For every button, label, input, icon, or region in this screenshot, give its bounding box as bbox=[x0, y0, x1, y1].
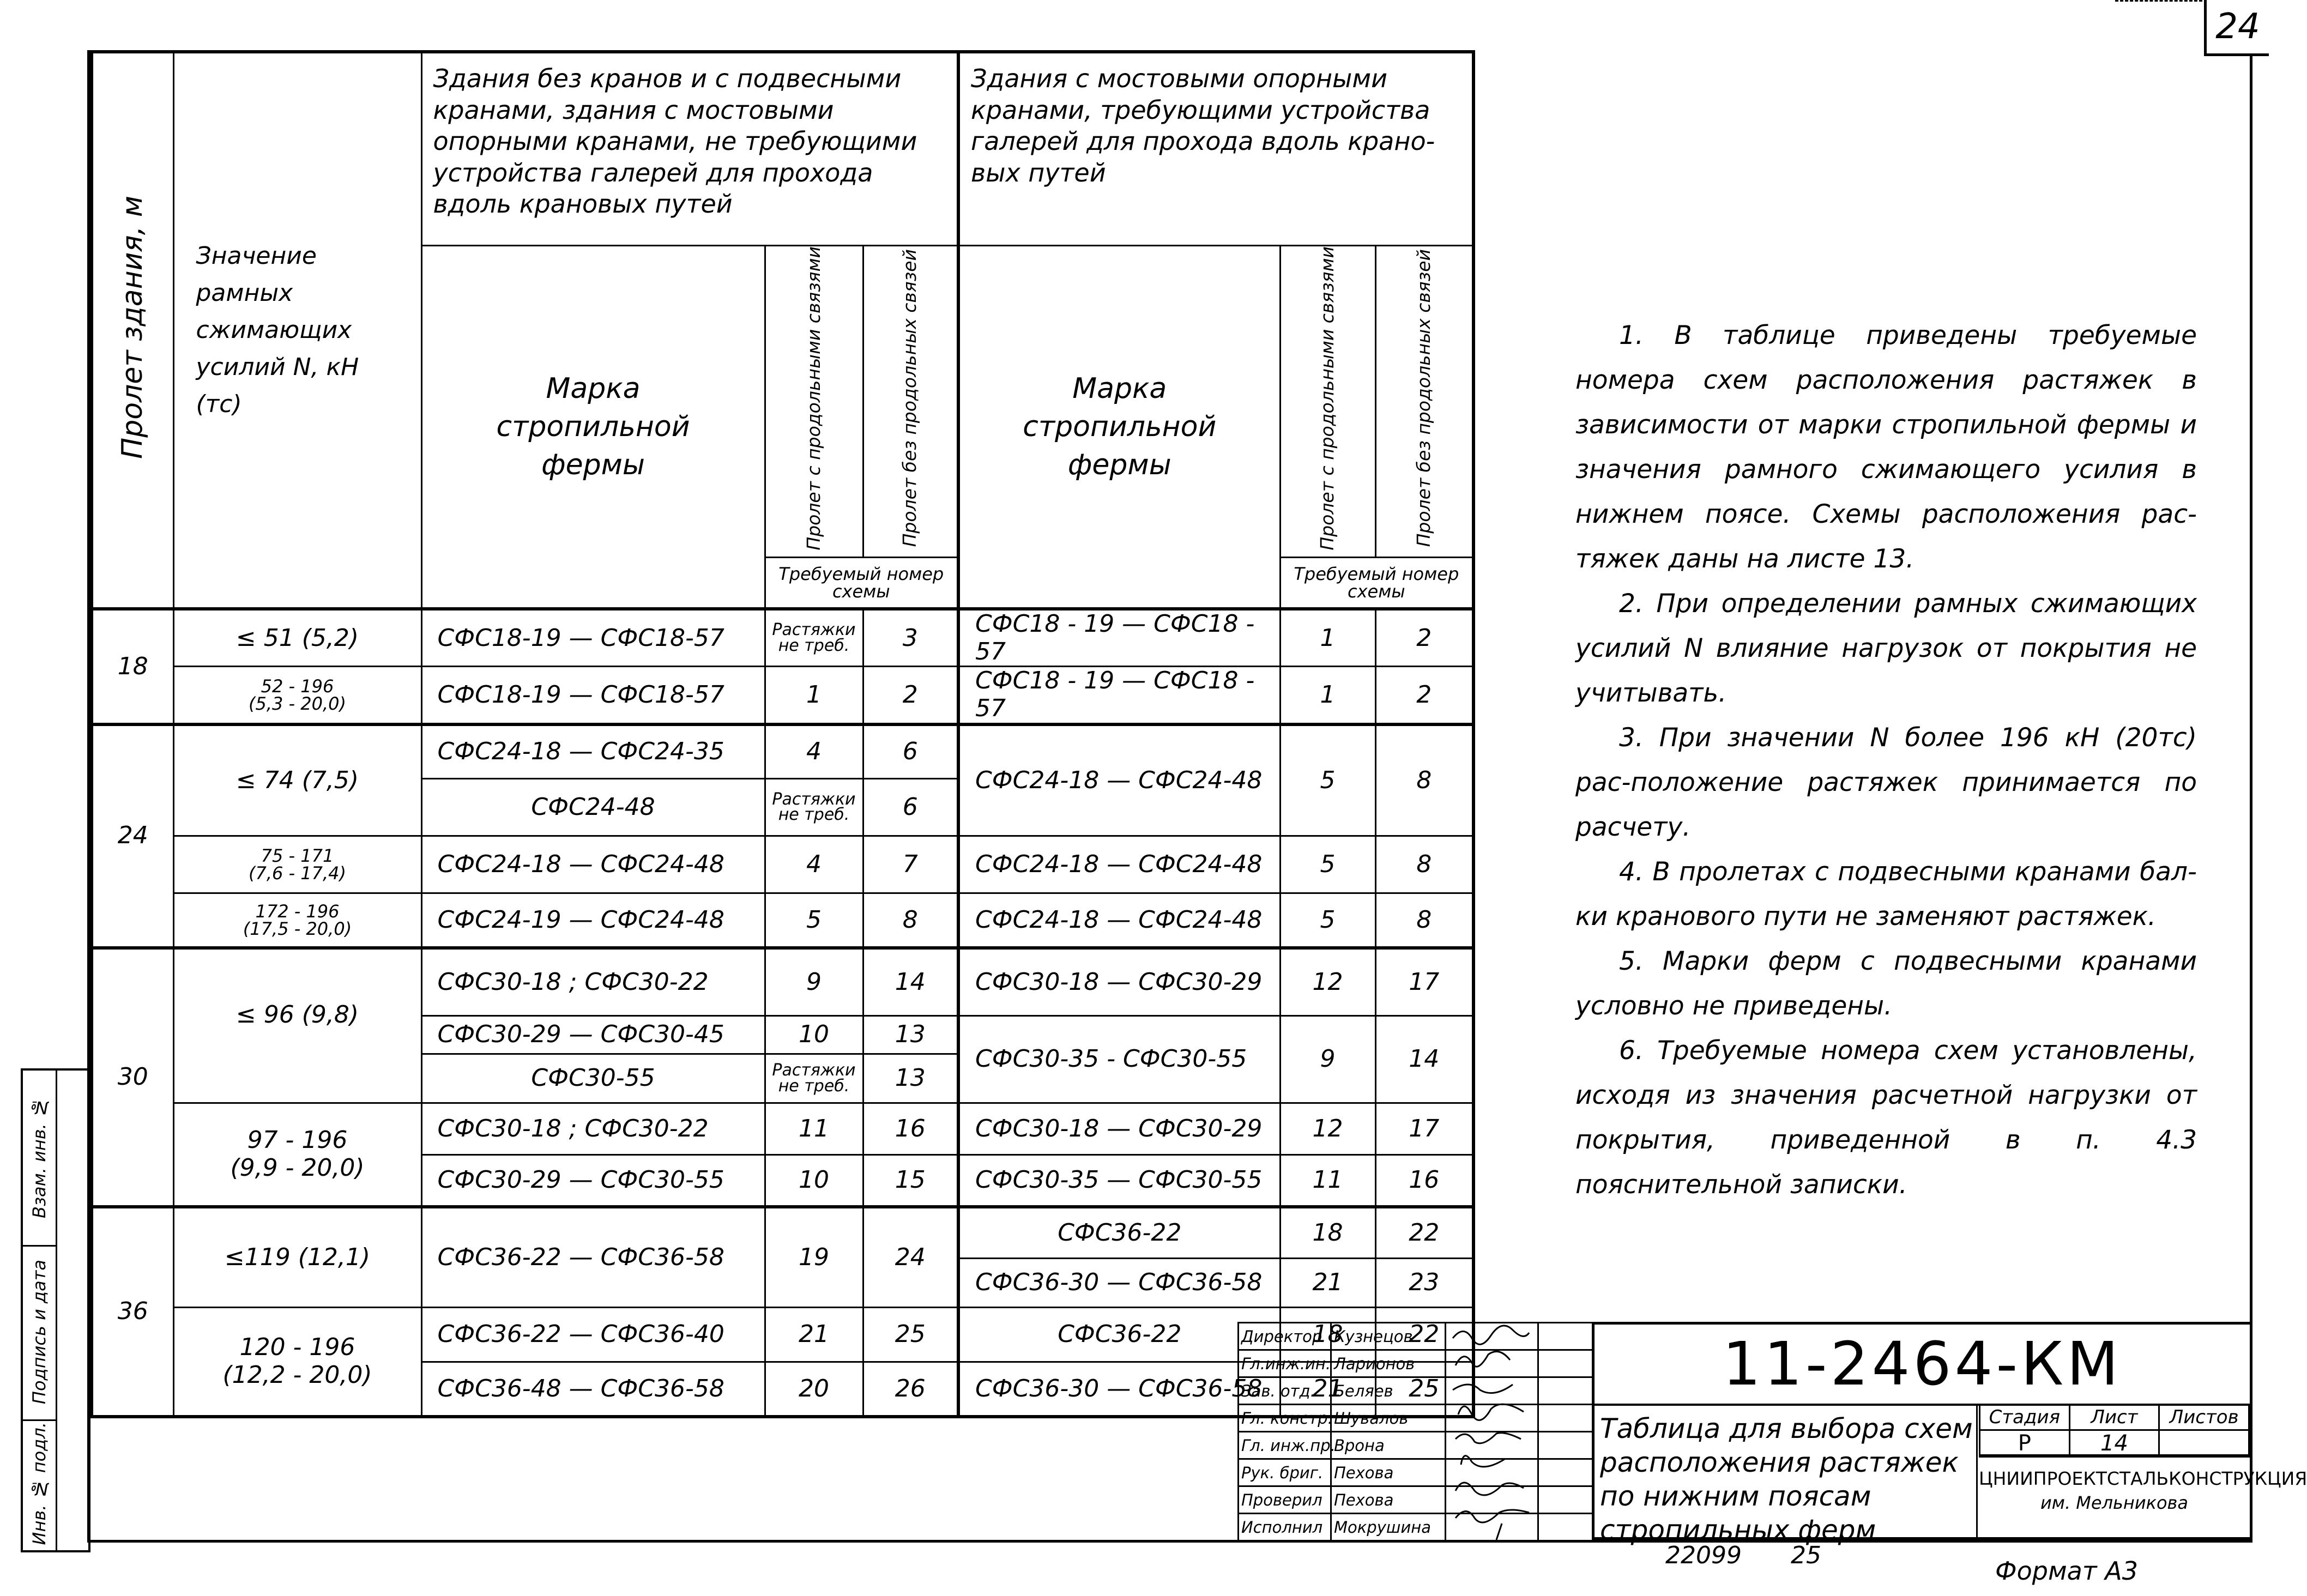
header-force: Значение рамных сжимающих усилий N, кН (тс) bbox=[173, 52, 421, 609]
sheets-value bbox=[2159, 1430, 2249, 1457]
force-cell: 75 - 171 (7,6 - 17,4) bbox=[173, 836, 421, 893]
truss-mark: СФС30-18 ; СФС30-22 bbox=[421, 948, 765, 1016]
scheme-with: 5 bbox=[765, 893, 863, 948]
frame-right-line bbox=[2250, 53, 2252, 1543]
scheme-with: 19 bbox=[765, 1207, 863, 1308]
scheme-without: 15 bbox=[863, 1155, 958, 1207]
truss-mark: СФС30-18 ; СФС30-22 bbox=[421, 1103, 765, 1155]
side-stamp-divider bbox=[56, 1071, 57, 1550]
approval-name: Врона bbox=[1331, 1432, 1446, 1459]
note-4: 4. В пролетах с подвесными кранами бал-ки кранового пути не заменяют растяжек. bbox=[1575, 857, 2197, 932]
date-cell bbox=[1538, 1377, 1593, 1405]
signatures-drawing bbox=[1447, 1322, 1540, 1540]
sheet-format: Формат А3 bbox=[1995, 1556, 2138, 1586]
approval-role: Проверил bbox=[1239, 1486, 1331, 1514]
side-stamp bbox=[21, 1068, 90, 1552]
force-cell: ≤ 96 (9,8) bbox=[173, 948, 421, 1103]
approval-name: Пехова bbox=[1331, 1459, 1446, 1486]
header-scheme-1: Требуемый номер схемы bbox=[765, 557, 958, 609]
truss-mark: СФС36-22 bbox=[958, 1207, 1280, 1259]
header-with-struts-1: Пролет с продольными связями bbox=[765, 245, 863, 557]
truss-mark: СФС30-55 bbox=[421, 1054, 765, 1103]
scheme-without: 22 bbox=[1375, 1308, 1473, 1362]
truss-mark: СФС36-22 — СФС36-58 bbox=[421, 1207, 765, 1308]
scheme-with: 18 bbox=[1280, 1308, 1375, 1362]
note-2: 2. При определении рамных сжимающих усилий N влияние нагрузок от покрытия не учитывать. bbox=[1575, 589, 2197, 708]
footer-num: 25 bbox=[1791, 1541, 1821, 1569]
header-without-struts-1: Пролет без продольных связей bbox=[863, 245, 958, 557]
truss-mark: СФС24-18 — СФС24-48 bbox=[958, 836, 1280, 893]
sheet-value: 14 bbox=[2069, 1430, 2159, 1457]
scheme-with: Растяжки не треб. bbox=[765, 1054, 863, 1103]
scheme-without: 26 bbox=[863, 1362, 958, 1417]
scheme-without: 7 bbox=[863, 836, 958, 893]
truss-mark: СФС30-35 — СФС30-55 bbox=[958, 1155, 1280, 1207]
scheme-with: 5 bbox=[1280, 893, 1375, 948]
scheme-with: 1 bbox=[1280, 609, 1375, 667]
date-cell bbox=[1538, 1350, 1593, 1377]
truss-mark: СФС24-19 — СФС24-48 bbox=[421, 893, 765, 948]
date-cell bbox=[1538, 1432, 1593, 1459]
scheme-without: 14 bbox=[1375, 1016, 1473, 1103]
truss-mark: СФС18-19 — СФС18-57 bbox=[421, 667, 765, 724]
notes bbox=[1575, 313, 2197, 1207]
scheme-without: 8 bbox=[1375, 893, 1473, 948]
note-6: 6. Требуемые номера схем установлены, исходя из значения расчетной нагрузки от покрытия, приведенной в п. 4.3 пояснительной записки. bbox=[1575, 1036, 2197, 1200]
scheme-with: 11 bbox=[1280, 1155, 1375, 1207]
scheme-with: 12 bbox=[1280, 948, 1375, 1016]
scheme-without: 3 bbox=[863, 609, 958, 667]
approval-name: Кузнецов bbox=[1331, 1323, 1446, 1350]
header-group2: Здания с мостовыми опорными кранами, требующими устройства галерей для прохода вдоль крано-вых путей bbox=[958, 52, 1473, 245]
truss-mark: СФС24-48 bbox=[421, 779, 765, 836]
top-frame-line bbox=[2115, 0, 2202, 3]
scheme-without: 6 bbox=[863, 724, 958, 779]
scheme-without: 25 bbox=[1375, 1362, 1473, 1417]
scheme-with: Растяжки не треб. bbox=[765, 609, 863, 667]
scheme-with: 1 bbox=[765, 667, 863, 724]
approval-name: Шувалов bbox=[1331, 1405, 1446, 1432]
truss-mark: СФС18 - 19 — СФС18 - 57 bbox=[958, 609, 1280, 667]
scheme-without: 8 bbox=[1375, 724, 1473, 836]
approvals-table bbox=[1237, 1322, 1593, 1541]
scheme-without: 16 bbox=[863, 1103, 958, 1155]
header-mark-2: Марка стропильной фермы bbox=[958, 245, 1280, 609]
truss-mark: СФС36-22 bbox=[958, 1308, 1280, 1362]
fastening-schemes-table bbox=[90, 50, 1475, 1418]
span-18: 18 bbox=[92, 609, 173, 724]
span-30: 30 bbox=[92, 948, 173, 1207]
scheme-with: 5 bbox=[1280, 836, 1375, 893]
scheme-with: 11 bbox=[765, 1103, 863, 1155]
date-cell bbox=[1538, 1486, 1593, 1514]
scheme-with: 10 bbox=[765, 1155, 863, 1207]
date-cell bbox=[1538, 1514, 1593, 1541]
truss-mark: СФС24-18 — СФС24-48 bbox=[421, 836, 765, 893]
approval-role: Гл.инж.ин. bbox=[1239, 1350, 1331, 1377]
approval-role: Зав. отд. bbox=[1239, 1377, 1331, 1405]
truss-mark: СФС30-29 — СФС30-55 bbox=[421, 1155, 765, 1207]
approval-role: Рук. бриг. bbox=[1239, 1459, 1331, 1486]
date-cell bbox=[1538, 1323, 1593, 1350]
approval-role: Директор bbox=[1239, 1323, 1331, 1350]
truss-mark: СФС30-18 — СФС30-29 bbox=[958, 948, 1280, 1016]
sheet-label: Лист bbox=[2069, 1405, 2159, 1430]
scheme-without: 2 bbox=[1375, 667, 1473, 724]
organization bbox=[1979, 1454, 2307, 1537]
note-1: 1. В таблице приведены требуемые номера схем расположения растяжек в зависимости от марки стропильной фермы и значения рамного сжимающего усилия в нижнем поясе. Схемы расположения рас-тяжек даны на листе 13. bbox=[1575, 321, 2197, 574]
scheme-with: 9 bbox=[765, 948, 863, 1016]
scheme-with: 21 bbox=[1280, 1362, 1375, 1417]
header-group1: Здания без кранов и с подвесными кранами, здания с мостовыми опорными кранами, не требующими устройства галерей для прохода вдоль крановых путей bbox=[421, 52, 958, 245]
truss-mark: СФС24-18 — СФС24-48 bbox=[958, 893, 1280, 948]
date-cell bbox=[1538, 1405, 1593, 1432]
document-number: 11-2464-КМ bbox=[1595, 1325, 2250, 1406]
truss-mark: СФС24-18 — СФС24-35 bbox=[421, 724, 765, 779]
date-cell bbox=[1538, 1459, 1593, 1486]
approval-name: Пехова bbox=[1331, 1486, 1446, 1514]
scheme-without: 25 bbox=[863, 1308, 958, 1362]
scheme-without: 2 bbox=[1375, 609, 1473, 667]
scheme-without: 17 bbox=[1375, 948, 1473, 1016]
sheets-label: Листов bbox=[2159, 1405, 2249, 1430]
scheme-with: 18 bbox=[1280, 1207, 1375, 1259]
scheme-without: 17 bbox=[1375, 1103, 1473, 1155]
scheme-without: 13 bbox=[863, 1054, 958, 1103]
force-cell: 97 - 196 (9,9 - 20,0) bbox=[173, 1103, 421, 1207]
title-block bbox=[1592, 1322, 2307, 1546]
scheme-with: 9 bbox=[1280, 1016, 1375, 1103]
stage-table bbox=[1979, 1404, 2250, 1458]
scheme-with: 1 bbox=[1280, 667, 1375, 724]
scheme-without: 6 bbox=[863, 779, 958, 836]
stage-label: Стадия bbox=[1980, 1405, 2070, 1430]
approval-name: Мокрушина bbox=[1331, 1514, 1446, 1541]
span-36: 36 bbox=[92, 1207, 173, 1417]
force-cell: ≤ 51 (5,2) bbox=[173, 609, 421, 667]
scheme-with: 21 bbox=[765, 1308, 863, 1362]
title-divider bbox=[1976, 1404, 1978, 1540]
truss-mark: СФС30-29 — СФС30-45 bbox=[421, 1016, 765, 1054]
force-cell: 172 - 196 (17,5 - 20,0) bbox=[173, 893, 421, 948]
approval-role: Гл. констр. bbox=[1239, 1405, 1331, 1432]
header-without-struts-2: Пролет без продольных связей bbox=[1375, 245, 1473, 557]
approval-name: Беляев bbox=[1331, 1377, 1446, 1405]
force-cell: 120 - 196 (12,2 - 20,0) bbox=[173, 1308, 421, 1417]
document-title: Таблица для выбора схем расположения растяжек по нижним поясам стропильных ферм bbox=[1600, 1413, 1973, 1546]
header-scheme-2: Требуемый номер схемы bbox=[1280, 557, 1473, 609]
scheme-with: 5 bbox=[1280, 724, 1375, 836]
note-5: 5. Марки ферм с подвесными кранами условно не приведены. bbox=[1575, 946, 2197, 1021]
side-cell-inventory: Инв. № подл. bbox=[29, 1422, 50, 1545]
scheme-with: 21 bbox=[1280, 1259, 1375, 1308]
scheme-without: 23 bbox=[1375, 1259, 1473, 1308]
truss-mark: СФС36-22 — СФС36-40 bbox=[421, 1308, 765, 1362]
organization-named-after: им. Мельникова bbox=[2040, 1492, 2188, 1513]
header-mark-1: Марка стропильной фермы bbox=[421, 245, 765, 609]
header-with-struts-2: Пролет с продольными связями bbox=[1280, 245, 1375, 557]
scheme-without: 8 bbox=[1375, 836, 1473, 893]
note-3: 3. При значении N более 196 кН (20тс) рас-положение растяжек принимается по расчету. bbox=[1575, 723, 2197, 842]
approval-role: Гл. инж.пр. bbox=[1239, 1432, 1331, 1459]
span-24: 24 bbox=[92, 724, 173, 948]
truss-mark: СФС24-18 — СФС24-48 bbox=[958, 724, 1280, 836]
scheme-with: 4 bbox=[765, 724, 863, 779]
footer-code: 22099 bbox=[1665, 1541, 1742, 1569]
side-cell-signature: Подпись и дата bbox=[23, 1245, 56, 1421]
scheme-with: 12 bbox=[1280, 1103, 1375, 1155]
truss-mark: СФС36-30 — СФС36-58 bbox=[958, 1259, 1280, 1308]
scheme-with: Растяжки не треб. bbox=[765, 779, 863, 836]
scheme-without: 14 bbox=[863, 948, 958, 1016]
scheme-without: 24 bbox=[863, 1207, 958, 1308]
organization-name: ЦНИИПРОЕКТСТАЛЬКОНСТРУКЦИЯ bbox=[1979, 1468, 2307, 1489]
truss-mark: СФС36-48 — СФС36-58 bbox=[421, 1362, 765, 1417]
header-span: Пролет здания, м bbox=[92, 52, 173, 609]
truss-mark: СФС18 - 19 — СФС18 - 57 bbox=[958, 667, 1280, 724]
scheme-without: 22 bbox=[1375, 1207, 1473, 1259]
scheme-without: 2 bbox=[863, 667, 958, 724]
side-cell-replace: Взам. инв. № bbox=[23, 1071, 56, 1247]
scheme-with: 10 bbox=[765, 1016, 863, 1054]
scheme-with: 4 bbox=[765, 836, 863, 893]
truss-mark: СФС18-19 — СФС18-57 bbox=[421, 609, 765, 667]
scheme-without: 13 bbox=[863, 1016, 958, 1054]
force-cell: 52 - 196 (5,3 - 20,0) bbox=[173, 667, 421, 724]
scheme-with: 20 bbox=[765, 1362, 863, 1417]
scheme-without: 8 bbox=[863, 893, 958, 948]
truss-mark: СФС30-35 - СФС30-55 bbox=[958, 1016, 1280, 1103]
approval-role: Исполнил bbox=[1239, 1514, 1331, 1541]
truss-mark: СФС36-30 — СФС36-58 bbox=[958, 1362, 1280, 1417]
stage-value: Р bbox=[1980, 1430, 2070, 1457]
truss-mark: СФС30-18 — СФС30-29 bbox=[958, 1103, 1280, 1155]
scheme-without: 16 bbox=[1375, 1155, 1473, 1207]
force-cell: ≤ 74 (7,5) bbox=[173, 724, 421, 836]
approval-name: Ларионов bbox=[1331, 1350, 1446, 1377]
page-number: 24 bbox=[2204, 0, 2269, 56]
force-cell: ≤119 (12,1) bbox=[173, 1207, 421, 1308]
